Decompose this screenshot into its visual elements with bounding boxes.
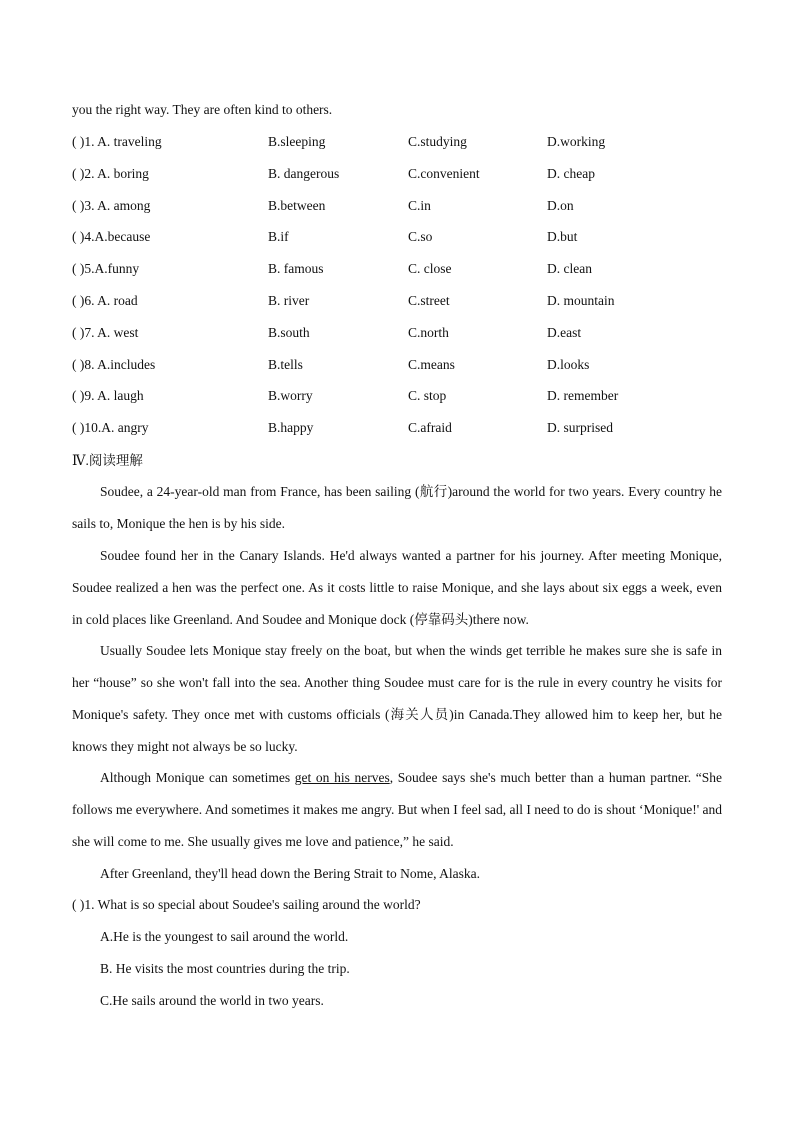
option-c: C.studying [408, 134, 467, 149]
option-b: B.between [268, 197, 326, 213]
section-heading: Ⅳ.阅读理解 [72, 453, 143, 468]
option-c: C.means [408, 356, 455, 372]
option-c: C.in [408, 197, 431, 213]
option-b: B. dangerous [268, 165, 340, 181]
option-b: B.if [268, 229, 289, 245]
option-d: D. surprised [547, 420, 613, 436]
cloze-stem: ( )1. A. traveling [72, 134, 162, 149]
cloze-stem: ( )4.A.because [72, 229, 151, 245]
cloze-stem: ( )9. A. laugh [72, 388, 144, 404]
option-d: D.working [547, 134, 606, 149]
option-b: B. river [268, 293, 310, 308]
option-b: B. famous [268, 261, 324, 277]
option-c: C.street [408, 293, 450, 308]
option-c: C. close [408, 261, 452, 277]
option-c: C.so [408, 229, 433, 245]
option-b: B.south [268, 324, 310, 340]
cloze-stem: ( )7. A. west [72, 324, 139, 340]
option-d: D.east [547, 324, 582, 340]
question-1-option-c: C.He sails around the world in two years. [100, 993, 324, 1008]
option-b: B.happy [268, 420, 314, 436]
question-1-option-b: B. He visits the most countries during the trip. [100, 961, 350, 976]
passage-paragraph-1: Soudee, a 24-year-old man from France, has been sailing (航行)around the world for two years. Every country he sails to, Monique the hen is by his side. [72, 484, 722, 531]
passage-paragraph-2: Soudee found her in the Canary Islands. He'd always wanted a partner for his journey. After meeting Monique, Soudee realized a hen was the perfect one. As it costs little to raise Monique, and she lays about six eggs a week, even in cold places like Greenland. And Soudee and Monique dock (停靠码头)there now. [72, 548, 722, 627]
cloze-stem: ( )10.A. angry [72, 420, 149, 436]
paragraph-4-rest: , Soudee says she's much better than a human partner. “She follows me everywhere. And sometimes it makes me angry. But when I feel sad, all I need to do is shout ‘Monique!' and she will come to me. She usually gives me love and patience,” he said. [72, 770, 722, 849]
option-d: D. cheap [547, 165, 595, 181]
option-d: D.on [547, 197, 574, 213]
passage-paragraph-3: Usually Soudee lets Monique stay freely on the boat, but when the winds get terrible he makes sure she is safe in her “house” so she won't fall into the sea. Another thing Soudee must care for is the rule in every country he visits for Monique's safety. They once met with customs officials (海关人员)in Canada.They allowed him to keep her, but he knows they might not always be so lucky. [72, 643, 722, 754]
passage-paragraph-4 [72, 762, 722, 858]
option-b: B.worry [268, 388, 313, 404]
option-c: C. stop [408, 388, 447, 404]
underlined-phrase: get on his nerves [294, 770, 390, 785]
option-c: C.convenient [408, 165, 480, 181]
option-d: D. mountain [547, 293, 615, 308]
option-c: C.afraid [408, 420, 452, 436]
option-d: D.but [547, 229, 578, 245]
paragraph-4-start: Although Monique can sometimes [100, 770, 295, 785]
option-b: B.tells [268, 356, 303, 372]
option-d: D.looks [547, 356, 590, 372]
question-1-stem: ( )1. What is so special about Soudee's sailing around the world? [72, 897, 421, 912]
option-d: D. clean [547, 261, 592, 277]
option-c: C.north [408, 324, 449, 340]
cloze-stem: ( )5.A.funny [72, 261, 140, 277]
cloze-stem: ( )3. A. among [72, 197, 151, 213]
option-b: B.sleeping [268, 134, 326, 149]
cloze-stem: ( )8. A.includes [72, 356, 156, 372]
option-d: D. remember [547, 388, 619, 404]
passage-paragraph-5: After Greenland, they'll head down the Bering Strait to Nome, Alaska. [100, 866, 480, 881]
cloze-stem: ( )2. A. boring [72, 165, 149, 181]
question-1-option-a: A.He is the youngest to sail around the world. [100, 929, 349, 944]
cloze-stem: ( )6. A. road [72, 293, 138, 308]
intro-tail-text: you the right way. They are often kind to others. [72, 102, 333, 117]
